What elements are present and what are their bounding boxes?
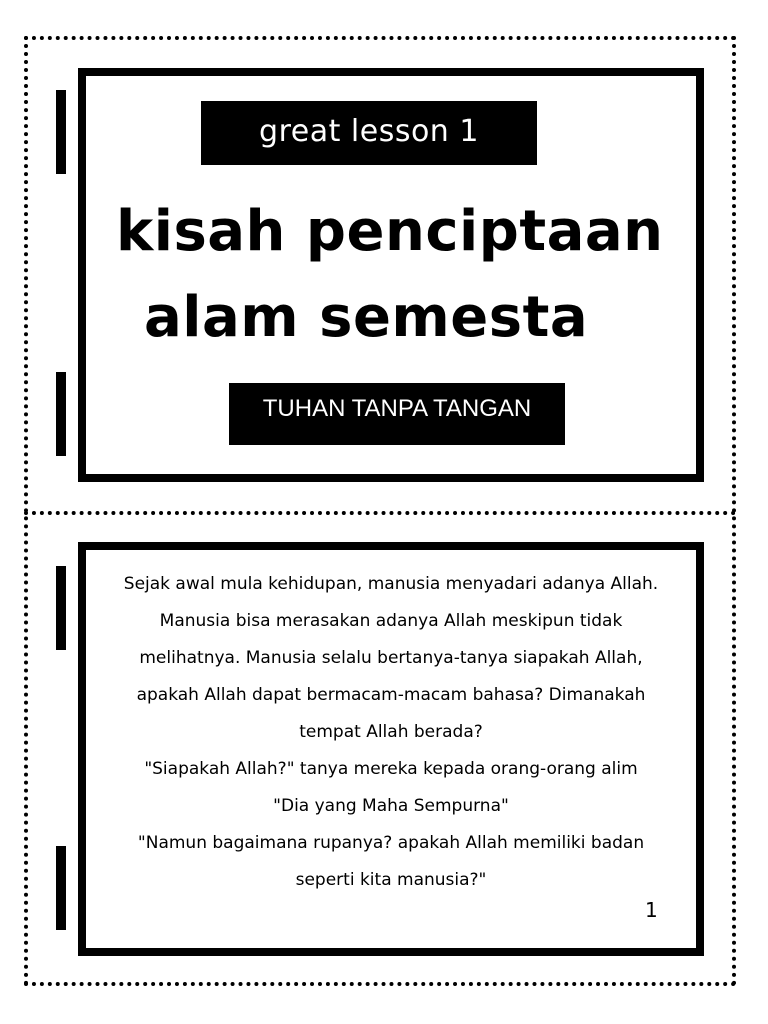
subtitle-tag <box>229 383 565 445</box>
lesson-tag-label: great lesson 1 <box>259 113 479 149</box>
story-line: Manusia bisa merasakan adanya Allah meskipun tidak <box>159 611 623 631</box>
lesson-tag <box>201 101 537 165</box>
binding-bar <box>56 846 66 930</box>
page-number: 1 <box>645 898 658 922</box>
story-line: "Siapakah Allah?" tanya mereka kepada orang-orang alim <box>144 759 638 779</box>
binding-bar <box>56 90 66 174</box>
subtitle-label: TUHAN TANPA TANGAN <box>262 395 532 422</box>
binding-bar <box>56 566 66 650</box>
story-line: melihatnya. Manusia selalu bertanya-tanya siapakah Allah, <box>139 648 643 668</box>
binding-bar <box>56 372 66 456</box>
story-line: Sejak awal mula kehidupan, manusia menyadari adanya Allah. <box>123 574 659 594</box>
story-line: tempat Allah berada? <box>299 722 483 742</box>
story-line: "Namun bagaimana rupanya? apakah Allah memiliki badan <box>137 833 645 853</box>
cover-title-line-2: alam semesta <box>144 285 589 350</box>
story-line: seperti kita manusia?" <box>295 870 487 890</box>
cover-title-line-1: kisah penciptaan <box>116 199 664 264</box>
story-line: "Dia yang Maha Sempurna" <box>273 796 509 816</box>
story-line: apakah Allah dapat bermacam-macam bahasa? Dimanakah <box>136 685 646 705</box>
story-paragraph <box>94 566 688 899</box>
page-cut-line <box>24 511 736 515</box>
